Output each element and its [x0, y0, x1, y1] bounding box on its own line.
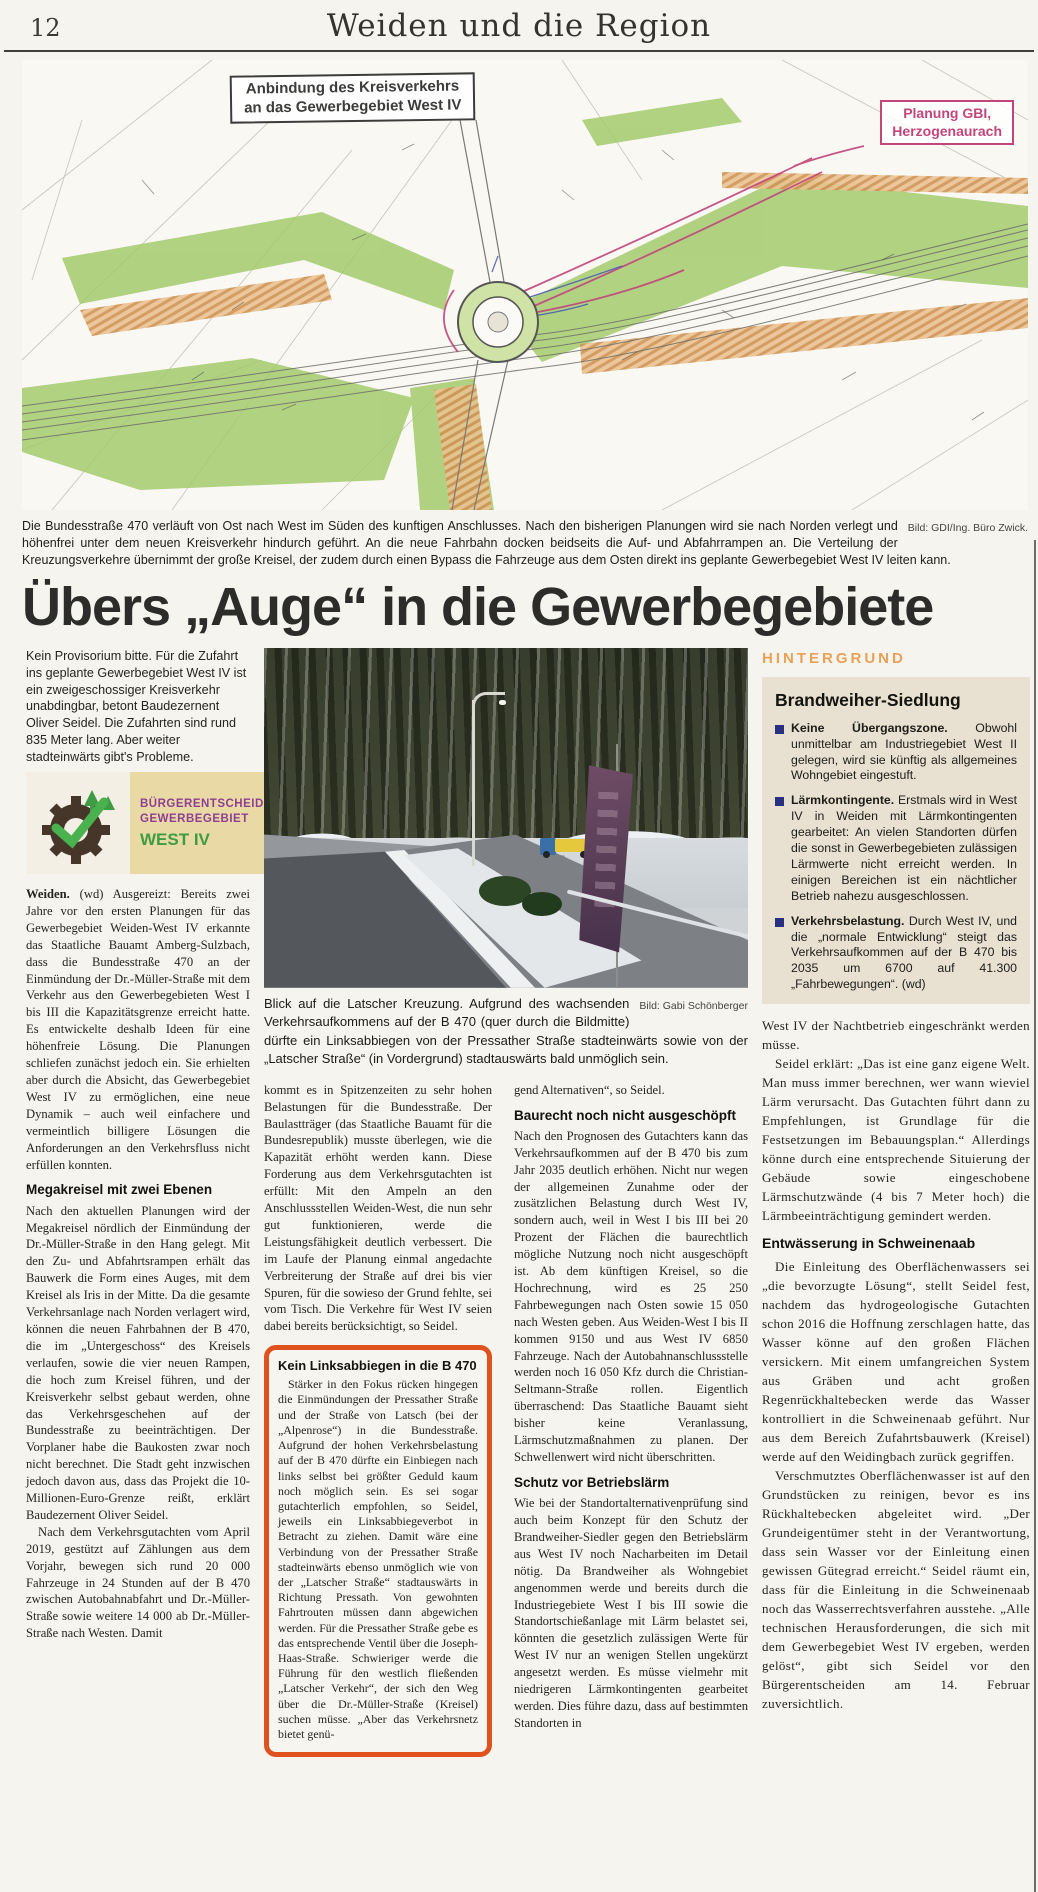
article-lead: Kein Provisorium bitte. Für die Zufahrt ins geplante Gewerbegebiet West IV ist ein zweigeschossiger Kreisverkehr unabdingbar, betont Baudezernent Oliver Seidel. Die Zufahrten sind rund 835 Meter lang. Aber weiter stadteinwärts gibt's Probleme. — [26, 648, 247, 765]
paragraph: kommt es in Spitzenzeiten zu sehr hohen Belastungen für die Bundesstraße. Der Baulastträger (das Staatliche Bauamt für die Bundesrepublik) musste überlegen, wie die Kapazität erhöht werden kann. Diese Forderung aus dem Verkehrsgutachten ist erfüllt: Mit den Ampeln an den Anschlussstellen Weiden-West, die nun sehr gut funktionieren, werde die Leistungsfähigkeit deutlich verbessert. Die im Laufe der Planung einmal angedachte Verbreiterung der Straße auf drei bis vier Spuren, für die sowieso der Grund fehlte, sei vom Tisch. Die Verkehre für West IV seien dabei bereits berücksichtigt, so Seidel. — [264, 1082, 492, 1334]
paragraph: Verschmutztes Oberflächenwasser ist auf den Grundstücken zu reinigen, bevor es ins Rückhaltebecken abgeleitet wird. „Der Grundeigentümer steht in der Verantwortung, dass sein Wasser vor der Einleitung einen gewissen Gütegrad erreicht.“ Seidel räumt ein, dass für die Einleitung in die Schweinenaab noch das Wasserrechtsverfahren ausstehe. „Alle technischen Herausforderungen, die sich mit dem Gewerbegebiet West IV ergeben, werden gelöst“, gibt sich Seidel vor den Bürgerentscheiden am 14. Februar zuversichtlich. — [762, 1467, 1030, 1711]
masthead — [4, 0, 1034, 52]
street-lamp — [472, 700, 475, 866]
gear-trees-icon — [26, 772, 130, 874]
map-caption: Bild: GDI/Ing. Büro Zwick. Die Bundesstraße 470 verläuft von Ost nach West im Süden des kunftigen Anschlusses. Nach den bisherigen Planungen wird sie nach Norden verlegt und höhenfrei unter dem neuen Kreisverkehr hindurch geführt. An die neue Fahrbahn docken beidseits die Auf- und Abfahrrampen an. Die Verteilung der Kreuzungsverkehre übernimmt der große Kreisel, der zudem durch einen Bypass die Fahrzeuge aus dem Osten direkt ins geplante Gewerbegebiet West IV leiten kann. — [22, 519, 1028, 567]
subhead-betriebslaerm: Schutz vor Betriebslärm — [514, 1474, 670, 1490]
photo-credit: Bild: Gabi Schönberger — [639, 999, 748, 1012]
paragraph: Nach den Prognosen des Gutachters kann das Verkehrsaufkommen auf der B 470 bis zum Jahr 2035 deutlich erhöhen. Nicht nur wegen der allgemeinen Zunahme oder der zusätzlichen Belastung durch West IV, sondern auch, weil in West I bis III bei 20 Prozent der Flächen die baurechtlich mögliche Nutzung noch nicht ausgeschöpft ist. Ab dem künftigen Kreisel, so die Hochrechnung, wird es 25 250 Fahrbewegungen nach Osten sowie 15 050 nach Westen geben. Aus Weiden-West I bis II kommen 9150 und aus West IV 6850 Fahrzeuge. Nach der Autobahnanschlussstelle werden noch 16 050 Kfz durch die Christian-Seltmann-Straße rollen. Eigentlich überraschend: Das Staatliche Bauamt sieht bisher keine Veranlassung, Lärmschutzmaßnahmen zu planen. Der Schwellenwert wird nicht überschritten. — [514, 1128, 748, 1464]
column-2 — [264, 1082, 492, 1757]
map-credit: Bild: GDI/Ing. Büro Zwick. — [907, 522, 1028, 534]
infobox-bullet: Verkehrsbelastung. Durch West IV, und die „normale Entwicklung“ steigt das Verkehrsaufkommen auf der B 470 bis 2035 um 6700 auf 41.300 „Fahrbewegungen“. (wd) — [775, 914, 1017, 994]
paragraph: West IV der Nachtbetrieb eingeschränkt werden müsse. — [762, 1018, 1030, 1053]
buergerentscheid-logo — [26, 772, 264, 874]
article-body — [0, 636, 1038, 1888]
map-drawing — [22, 60, 1028, 510]
paragraph: Nach dem Verkehrsgutachten vom April 2019, gestützt auf Zählungen aus dem Vorjahr, bewegen sich rund 20 000 Fahrzeuge in 24 Stunden auf der B 470 zwischen Autobahnabfahrt und Dr.-Müller-Straße sowie weitere 14 000 ab Dr.-Müller-Straße nach Westen. Damit — [26, 1524, 250, 1641]
infobox-bullet: Lärmkontingente. Erstmals wird in West IV in Weiden mit Lärmkontingenten gearbeitet: An vielen Standorten dürfen die sonst in Gewerbegebieten zulässigen Lärmwerte nicht erreicht werden. In einigen Bereichen ist ein nächtlicher Betrieb nahezu ausgeschlossen. — [775, 793, 1017, 904]
highlight-heading: Kein Linksabbiegen in die B 470 — [278, 1358, 477, 1374]
highlight-box — [264, 1345, 492, 1757]
logo-text-panel: BÜRGERENTSCHEID GEWERBEGEBIET WEST IV — [130, 772, 264, 874]
subhead-megakreisel: Megakreisel mit zwei Ebenen — [26, 1182, 213, 1198]
paragraph: Weiden. (wd) Ausgereizt: Bereits zwei Jahre vor den ersten Planungen für das Gewerbegebiet Weiden-West IV erkannte das Staatliche Bauamt Amberg-Sulzbach, dass die Bundesstraße 470 an der Einmündung der Dr.-Müller-Straße mit dem Verkehr aus den Gewerbegebieten West I bis III die Kapazitätsgrenze erreicht hatte. Es entwickelte deshalb Ideen für eine höhenfreie Lösung. Die Planungen schliefen zunächst jedoch ein. Sie erhielten aber durch die Absicht, das Gewerbegebiet West IV zu ermöglichen, eine neue Dynamik – auch weil einfachere und vermeintlich billigere Lösungen die Anforderungen an den Verkehrsfluss nicht erfüllen konnten. — [26, 887, 250, 1172]
bullet-square-icon — [775, 725, 784, 734]
paragraph: Die Einleitung des Oberflächenwassers sei „die bevorzugte Lösung“, stellt Seidel fest, nachdem das hydrogeologische Gutachten schon 2016 die Hoffnung zerschlagen hatte, das Wasser könne auf den großen Flächen versickern. Mit einem umfangreichen System aus Gräben und acht großen Regenrückhaltebecken werde das Wasser kontrolliert in die Schweinenaab geführt. Nur aus dem Bereich Zufahrtsbauwerk (Kreisel) werde auf den Weidingbach zurück gegriffen. — [762, 1258, 1030, 1464]
rail-text — [762, 1016, 1030, 1713]
map-callout-planung-gbi: Planung GBI, Herzogenaurach — [880, 100, 1014, 145]
map-callout-anbindung: Anbindung des Kreisverkehrs an das Gewerbegebiet West IV — [230, 72, 476, 123]
paragraph: gend Alternativen“, so Seidel. — [514, 1082, 665, 1097]
page-number: 12 — [30, 14, 61, 42]
column-1 — [26, 648, 264, 1888]
photo-caption: Bild: Gabi Schönberger Blick auf die Latscher Kreuzung. Aufgrund des wachsenden Verkehrsaufkommens auf der B 470 (quer durch die Bildmitte) dürfte ein Linksabbiegen von der Pressather Straße stadteinwärts sowie von der „Latscher Straße“ (in Vordergrund) stadtauswärts bald unmöglich sein. — [264, 995, 748, 1067]
kicker-hintergrund: HINTERGRUND — [762, 649, 906, 667]
infobox-brandweiher — [762, 677, 1030, 1005]
right-rail — [762, 648, 1030, 1888]
planning-map — [22, 60, 1028, 510]
highlight-body: Stärker in den Fokus rücken hingegen die Einmündungen der Pressather Straße und der Straße von Latsch (bei der „Alpenrose“) in die Bundesstraße. Aufgrund der hohen Verkehrsbelastung auf der B 470 dürfte ein Einbiegen nach links selbst bei größter Geduld kaum noch möglich sein. Es sei sogar gutachterlich empfohlen, so Seidel, jeweils ein Linksabbiegeverbot in Betracht zu ziehen. Damit wäre eine Verbindung von der Pressather Straße stadteinwärts ebenso unmöglich wie von der „Latscher Straße“ stadtauswärts in Richtung Pressath. Von gewohnten Fahrtrouten müssen dann abgewichen werden. Für die Pressather Straße gebe es das entsprechende Ventil über die Joseph-Haas-Straße. Schwieriger werde die Führung für den westlich fließenden „Latscher Verkehr“, der sich den Weg über die Dr.-Müller-Straße (Kreisel) suchen müsse. „Aber das Verkehrsnetz bietet genü- — [278, 1377, 478, 1741]
subhead-baurecht: Baurecht noch nicht ausgeschöpft — [514, 1107, 737, 1123]
bullet-square-icon — [775, 918, 784, 927]
bullet-square-icon — [775, 797, 784, 806]
subhead-entwaesserung: Entwässerung in Schweinenaab — [762, 1235, 976, 1252]
column-3 — [514, 1082, 748, 1757]
street-photo — [264, 648, 748, 988]
forest-backdrop — [264, 648, 748, 838]
infobox-bullet: Keine Übergangszone. Obwohl unmittelbar am Industriegebiet West II gelegen, wird sie künftig als allgemeines Wohngebiet eingestuft. — [775, 721, 1017, 785]
paragraph: Seidel erklärt: „Das ist eine ganz eigene Welt. Man muss immer berechnen, wer wann wieviel Lärm verursacht. Das Gutachten führt dann zu Empfehlungen, ist Grundlage für die Festsetzungen im Bebauungsplan.“ Allerdings könne durch eine entsprechende Situierung der Gebäude sowie eingeschobene Lärmschutzwände (4 bis 7 Meter hoch) die Lärmbeeinträchtigung gemindert werden. — [762, 1056, 1030, 1224]
paragraph: Nach den aktuellen Planungen wird der Megakreisel nördlich der Einmündung der Dr.-Müller-Straße in den Hang gelegt. Mit den Zu- und Abfahrtsrampen erhält das Bauwerk die Form eines Auges, mit dem Kreisel als Iris in der Mitte. Da die gesamte Verkehrsanlage nach Norden verlagert wird, können die neuen Fahrbahnen der B 470, die im „Untergeschoss“ des Kreisels verlaufen, sowie die vier neuen Rampen, die hoch zum Kreisel führen, und der Kreisverkehr selbst gebaut werden, ohne das Verkehrsgeschehen auf der Bundesstraße zu beeinträchtigen. Der Vorplaner habe die Baukosten zwar noch nicht berechnet. Die Stadt geht inzwischen jedoch davon aus, dass das Projekt die 10-Millionen-Euro-Grenze reißt, erklärt Baudezernent Oliver Seidel. — [26, 1203, 250, 1522]
article-headline: Übers „Auge“ in die Gewerbegebiete — [22, 577, 934, 637]
scan-page-edge — [1034, 540, 1036, 1892]
paragraph: Wie bei der Standortalternativenprüfung sind auch beim Konzept für den Schutz der Brandweiher-Siedler gegen den Betriebslärm aus West IV noch Nacharbeiten im Detail nötig. Da Brandweiher als Wohngebiet angenommen werde und bereits durch die Industriegebiete West I bis III sowie die Standortschießanlage mit Lärm belastet sei, könnten die gesetzlich zulässigen Werte für West IV nur an wenigen Stellen ungekürzt angesetzt werden. Es müsse vielmehr mit niedrigeren Lärmkontingenten gearbeitet werden. Dies führe dazu, dass auf bestimmten Standorten in — [514, 1496, 748, 1730]
section-title: Weiden und die Region — [326, 8, 712, 44]
middle-block — [264, 648, 748, 1888]
infobox-title: Brandweiher-Siedlung — [775, 689, 961, 710]
